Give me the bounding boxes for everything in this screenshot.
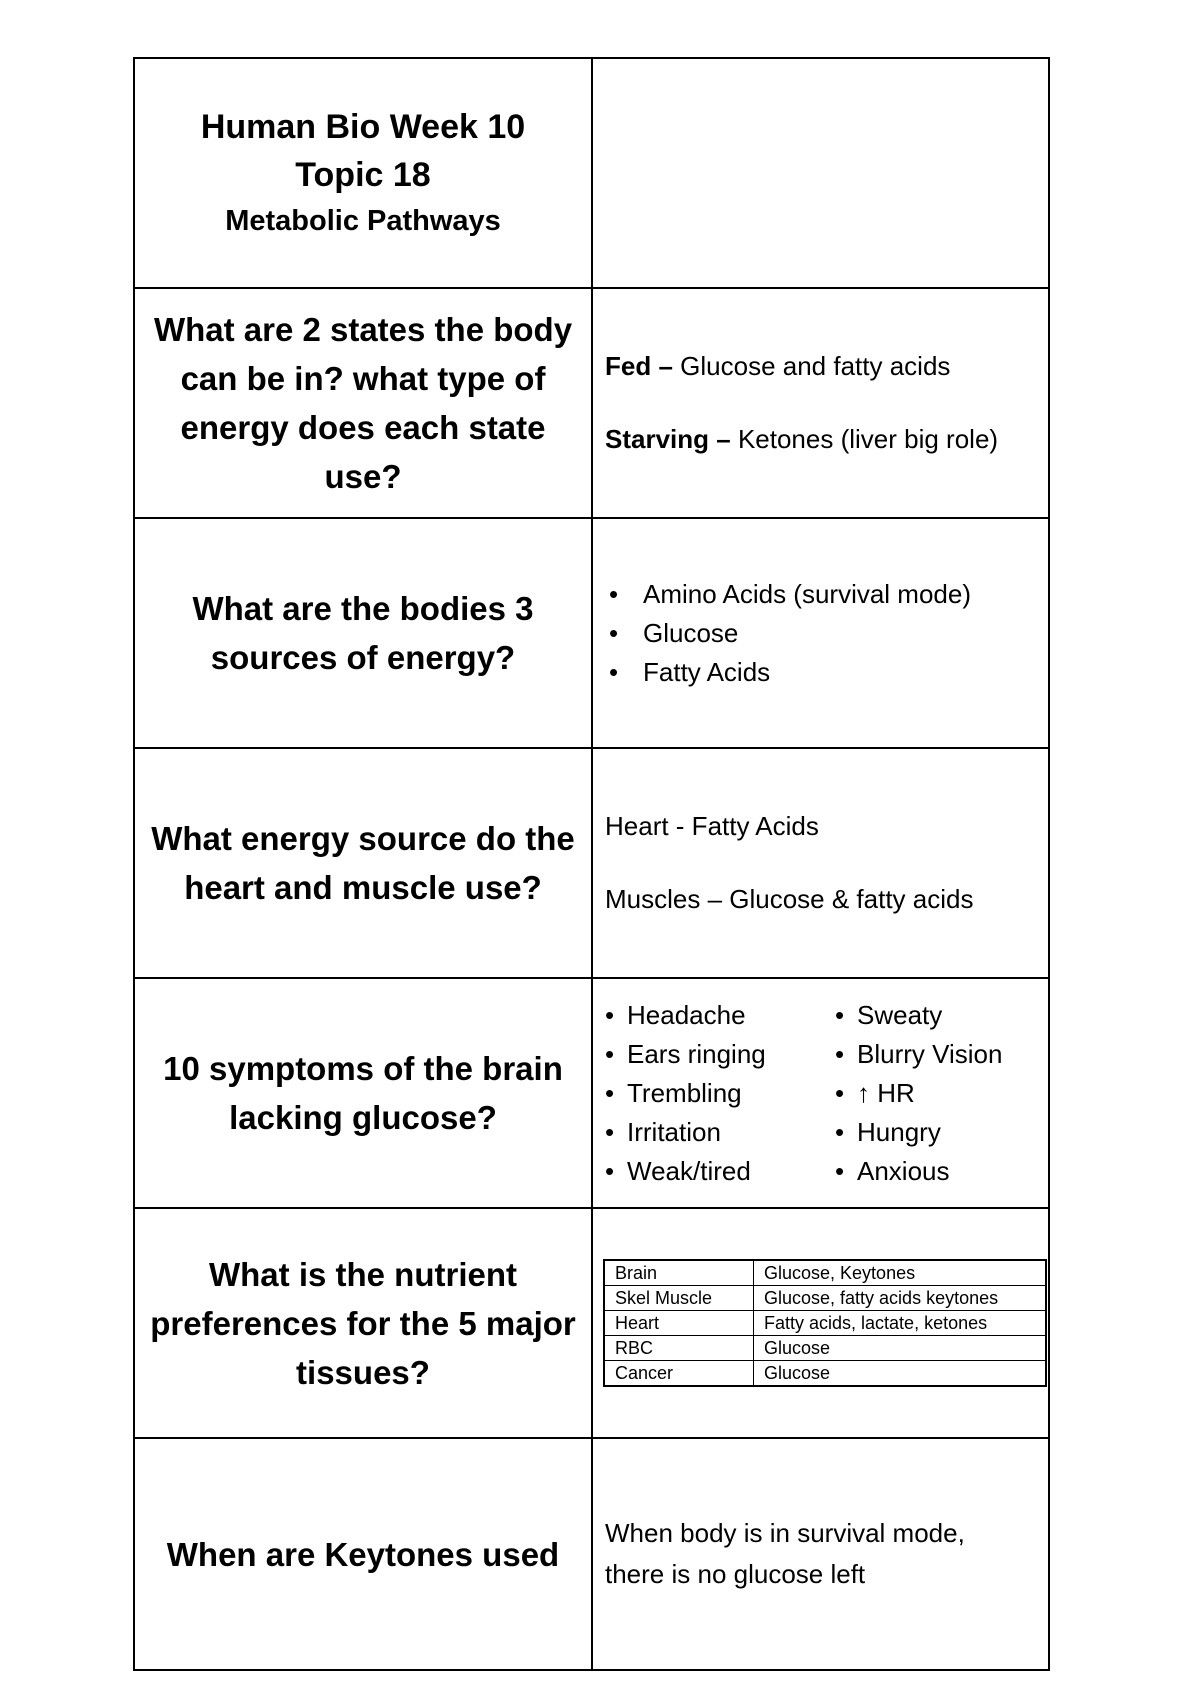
tissue-cell: Skel Muscle — [604, 1286, 754, 1311]
card-row — [135, 289, 1048, 519]
card-question: 10 symptoms of the brain lacking glucose? — [135, 979, 593, 1207]
tissue-cell: Heart — [604, 1311, 754, 1336]
starving-label: Starving – — [605, 424, 731, 454]
tissue-cell: Cancer — [604, 1361, 754, 1387]
title-answer-cell-empty — [593, 59, 1048, 287]
card-answer — [593, 1209, 1048, 1437]
table-row — [604, 1286, 1046, 1311]
tissue-cell: RBC — [604, 1336, 754, 1361]
card-question: What energy source do the heart and muscle use? — [135, 749, 593, 977]
list-item: • Glucose — [605, 614, 1036, 653]
card-answer — [593, 289, 1048, 517]
card-question: What are 2 states the body can be in? what type of energy does each state use? — [135, 289, 593, 517]
card-answer — [593, 749, 1048, 977]
energy-sources-list — [605, 575, 1036, 692]
card-question: What are the bodies 3 sources of energy? — [135, 519, 593, 747]
table-row — [604, 1336, 1046, 1361]
table-row — [604, 1260, 1046, 1286]
list-item: • ↑ HR — [833, 1074, 1033, 1113]
list-item: • Fatty Acids — [605, 653, 1036, 692]
card-question: What is the nutrient preferences for the 5 major tissues? — [135, 1209, 593, 1437]
list-item: • Hungry — [833, 1113, 1033, 1152]
title-subject: Metabolic Pathways — [225, 205, 501, 237]
table-row — [604, 1311, 1046, 1336]
card-row — [135, 979, 1048, 1209]
list-item: • Irritation — [603, 1113, 833, 1152]
card-question: When are Keytones used — [135, 1439, 593, 1669]
nutrient-cell: Glucose — [754, 1336, 1047, 1361]
tissue-preferences-table — [603, 1259, 1047, 1387]
list-item: • Amino Acids (survival mode) — [605, 575, 1036, 614]
title-row — [135, 59, 1048, 289]
title-week: Human Bio Week 10 — [200, 108, 526, 146]
title-cell — [135, 59, 593, 287]
card-answer — [593, 1439, 1048, 1669]
answer-line-muscles: Muscles – Glucose & fatty acids — [605, 884, 974, 914]
card-row — [135, 519, 1048, 749]
list-item: • Blurry Vision — [833, 1035, 1033, 1074]
nutrient-cell: Fatty acids, lactate, ketones — [754, 1311, 1047, 1336]
fed-text: Glucose and fatty acids — [672, 351, 951, 381]
card-row — [135, 1439, 1048, 1669]
answer-line-starving — [605, 420, 1036, 459]
list-item: • Sweaty — [833, 996, 1033, 1035]
list-item: • Trembling — [603, 1074, 833, 1113]
starving-text: Ketones (liver big role) — [730, 424, 999, 454]
card-row — [135, 1209, 1048, 1439]
nutrient-cell: Glucose, Keytones — [754, 1260, 1047, 1286]
answer-line: When body is in survival mode, — [605, 1518, 965, 1548]
flashcard-sheet — [133, 57, 1050, 1671]
title-topic: Topic 18 — [295, 156, 431, 194]
table-row — [604, 1361, 1046, 1387]
list-item: • Anxious — [833, 1152, 1033, 1191]
answer-line-heart: Heart - Fatty Acids — [605, 811, 819, 841]
nutrient-cell: Glucose — [754, 1361, 1047, 1387]
list-item: • Headache — [603, 996, 833, 1035]
card-answer — [593, 519, 1048, 747]
nutrient-cell: Glucose, fatty acids keytones — [754, 1286, 1047, 1311]
tissue-cell: Brain — [604, 1260, 754, 1286]
symptoms-list — [603, 996, 1036, 1191]
fed-label: Fed – — [605, 351, 673, 381]
answer-line-fed — [605, 347, 1036, 386]
list-item: • Weak/tired — [603, 1152, 833, 1191]
card-row — [135, 749, 1048, 979]
list-item: • Ears ringing — [603, 1035, 833, 1074]
card-answer — [593, 979, 1048, 1207]
answer-line: there is no glucose left — [605, 1559, 866, 1589]
